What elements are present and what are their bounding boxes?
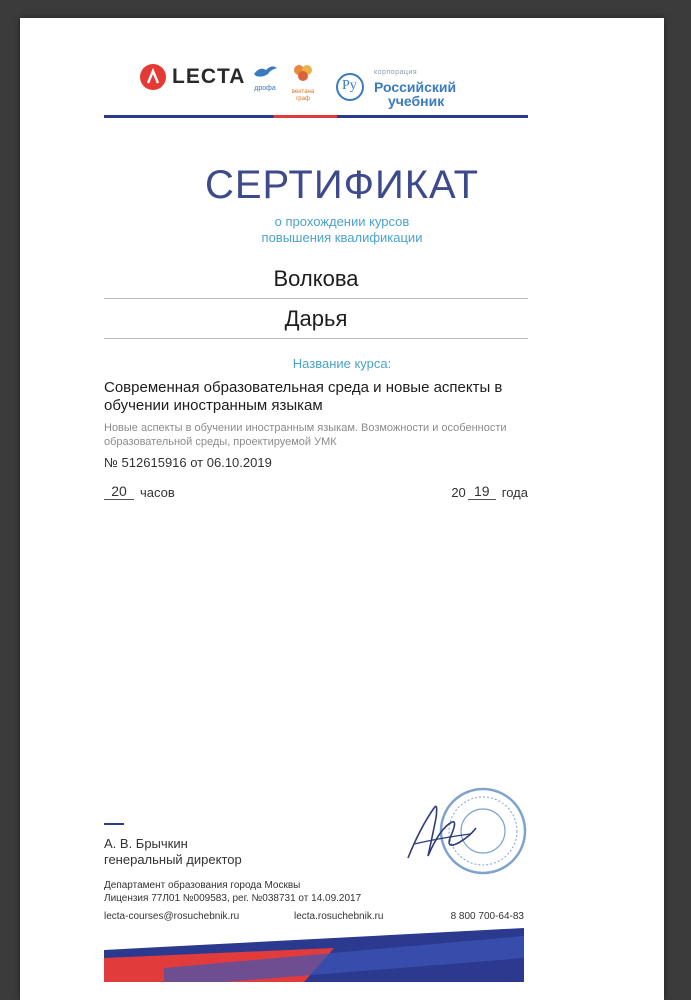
lecta-triangle-icon <box>140 64 166 90</box>
subtitle-line1: о прохождении курсов <box>274 214 410 229</box>
hours-value: 20 <box>104 483 134 500</box>
recipient-first-name: Дарья <box>284 306 348 331</box>
corp-name-line1: Российский <box>374 79 457 95</box>
drofa-bird-icon <box>250 62 280 82</box>
surname-underline <box>104 298 528 299</box>
certificate-page <box>20 18 664 1000</box>
director-role: генеральный директор <box>104 852 242 867</box>
license-info <box>104 879 361 905</box>
corp-name-line2: учебник <box>388 93 445 109</box>
drofa-logo <box>248 62 282 92</box>
header-logos <box>140 62 530 112</box>
recipient-surname: Волкова <box>273 266 359 291</box>
ventana-flower-icon <box>290 62 316 84</box>
ventana-logo-text: вентана граф <box>291 89 315 102</box>
course-label: Название курса: <box>292 356 392 371</box>
header-divider <box>104 115 528 118</box>
year-value: 19 <box>468 483 496 500</box>
certificate-number: № 512615916 от 06.10.2019 <box>104 455 272 470</box>
course-hours <box>104 483 175 500</box>
lecta-logo <box>140 64 245 90</box>
department-text: Департамент образования города Москвы <box>104 880 301 891</box>
drofa-logo-text: дрофа <box>254 85 276 92</box>
ru-circle-icon: Ру <box>336 73 364 101</box>
subtitle-line2: повышения квалификации <box>261 230 423 245</box>
license-text: Лицензия 77Л01 №009583, рег. №038731 от 14.09.2017 <box>104 893 362 904</box>
first-name-underline <box>104 338 528 339</box>
year-prefix: 20 <box>451 485 466 500</box>
course-title: Современная образовательная среда и новые аспекты в обучении иностранным языкам <box>104 379 503 414</box>
ventana-logo <box>288 62 318 103</box>
footer-decorative-band <box>104 928 524 982</box>
certificate-title: СЕРТИФИКАТ <box>204 163 480 207</box>
course-year <box>451 483 528 500</box>
corp-small-label: корпорация <box>374 69 418 76</box>
director-name: А. В. Брычкин <box>104 836 188 851</box>
contact-phone: 8 800 700-64-83 <box>450 911 524 922</box>
year-unit: года <box>501 485 528 500</box>
lecta-logo-text: LECTA <box>172 65 246 88</box>
hours-unit: часов <box>140 485 175 500</box>
director-signature <box>400 798 480 873</box>
russian-textbook-logo <box>336 66 456 108</box>
course-description: Новые аспекты в обучении иностранным языкам. Возможности и особенности образовательной среды, проектируемой УМК <box>104 422 507 448</box>
russian-textbook-wordmark <box>374 66 456 108</box>
contact-email[interactable]: lecta-courses@rosuchebnik.ru <box>104 911 240 922</box>
footer-accent-rule <box>104 823 124 825</box>
contact-website[interactable]: lecta.rosuchebnik.ru <box>294 911 384 922</box>
